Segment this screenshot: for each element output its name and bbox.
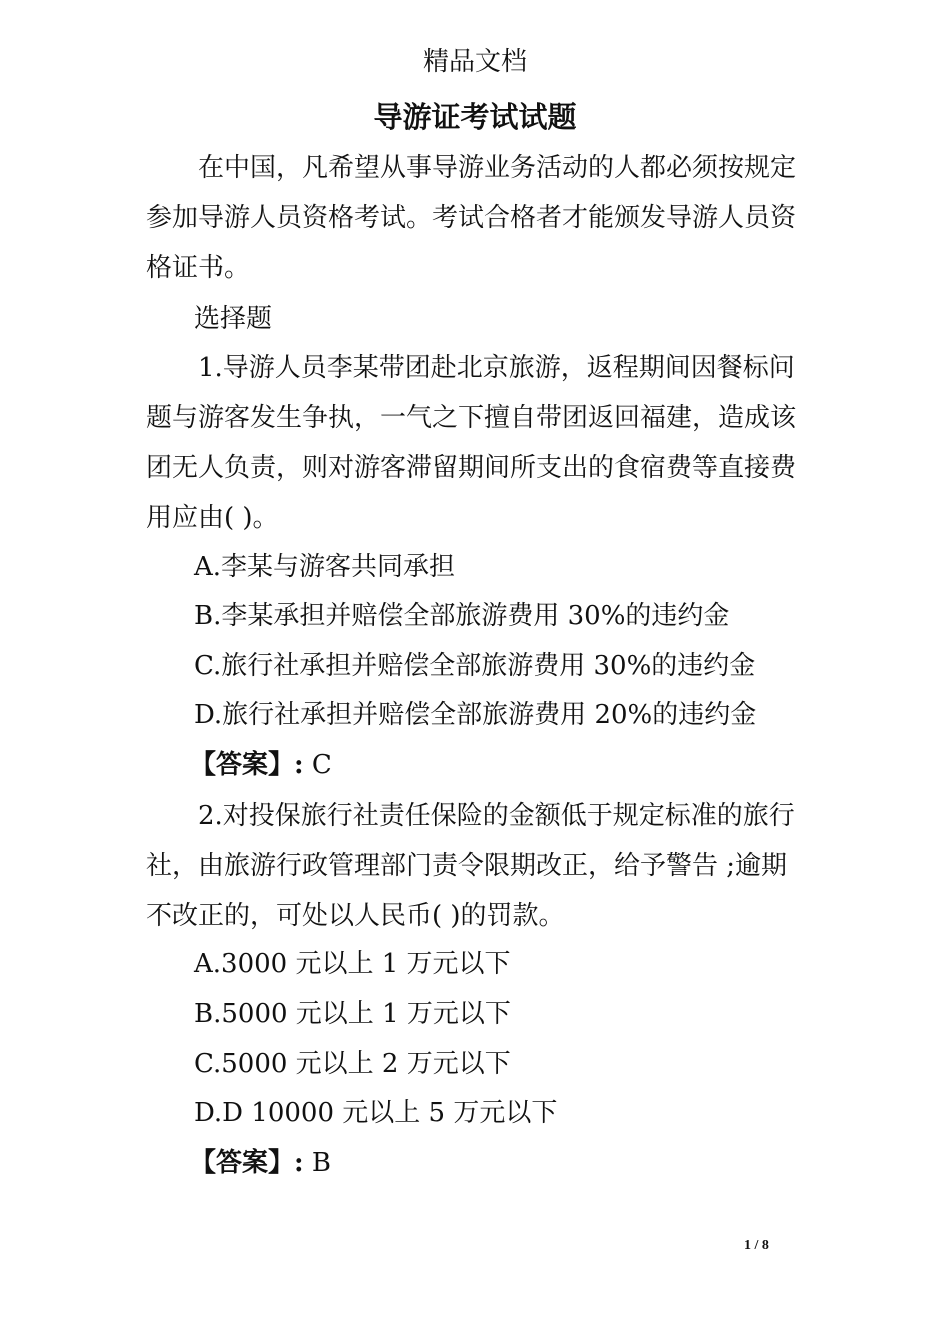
question-2-option-d: D.D 10000 元以上 5 万元以下 <box>194 1098 558 1128</box>
section-label: 选择题 <box>194 304 273 334</box>
answer-value: C <box>303 750 332 780</box>
answer-label: 【答案】: <box>190 750 304 780</box>
question-2-option-c: C.5000 元以上 2 万元以下 <box>194 1049 511 1079</box>
question-1-answer <box>190 747 332 783</box>
question-1-option-c: C.旅行社承担并赔偿全部旅游费用 30%的违约金 <box>194 651 756 681</box>
intro-paragraph: 在中国，凡希望从事导游业务活动的人都必须按规定参加导游人员资格考试。考试合格者才能颁发导游人员资格证书。 <box>146 153 797 283</box>
page-number: 1 / 8 <box>744 1238 769 1253</box>
question-1-option-a: A.李某与游客共同承担 <box>194 552 456 582</box>
question-2-option-b: B.5000 元以上 1 万元以下 <box>194 999 511 1029</box>
page-header: 精品文档 <box>422 47 527 77</box>
question-1-stem: 1.导游人员李某带团赴北京旅游，返程期间因餐标问题与游客发生争执，一气之下擅自带团返回福建，造成该团无人负责，则对游客滞留期间所支出的食宿费等直接费用应由( )。 <box>146 353 797 533</box>
question-2-answer <box>190 1145 331 1181</box>
question-1-option-d: D.旅行社承担并赔偿全部旅游费用 20%的违约金 <box>194 700 757 730</box>
question-1-option-b: B.李某承担并赔偿全部旅游费用 30%的违约金 <box>194 601 730 631</box>
question-2-option-a: A.3000 元以上 1 万元以下 <box>194 949 511 979</box>
answer-value: B <box>303 1148 331 1178</box>
answer-label: 【答案】: <box>190 1148 304 1178</box>
question-2-stem: 2.对投保旅行社责任保险的金额低于规定标准的旅行社，由旅游行政管理部门责令限期改正，给予警告 ;逾期不改正的，可处以人民币( )的罚款。 <box>146 801 795 931</box>
document-title: 导游证考试试题 <box>373 100 577 134</box>
